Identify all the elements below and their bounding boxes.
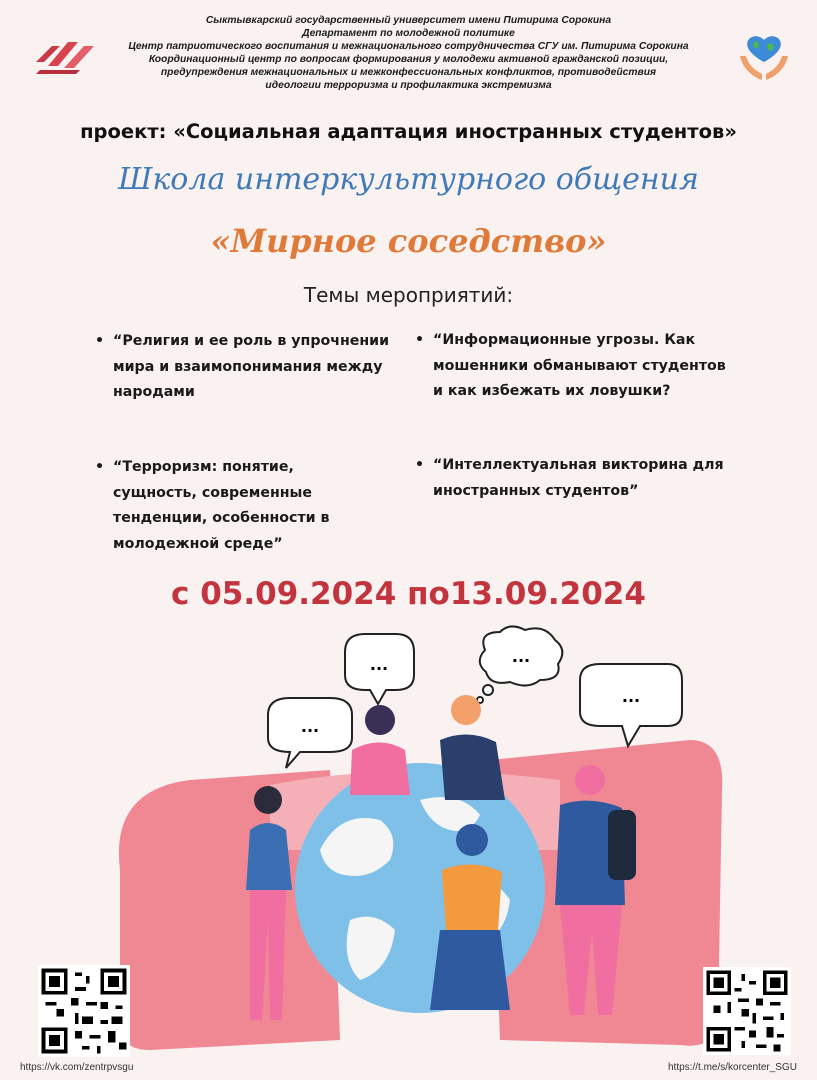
topic-line: “Информационные угрозы. Как [433, 332, 696, 348]
speech-bubble-icon [477, 626, 562, 703]
vk-link[interactable]: https://vk.com/zentrpvsgu [20, 1062, 134, 1073]
bullet-icon: • [415, 457, 425, 473]
topic-item [415, 328, 763, 405]
globe-icon [295, 763, 545, 1013]
topic-line: сущность, современные [113, 484, 313, 501]
university-logo-icon [34, 36, 98, 76]
header-line-coord-1: Координационный центр по вопросам формирования у молодежи активной гражданской позиции, [148, 54, 669, 66]
bullet-icon: • [95, 333, 105, 349]
speech-bubble-text: ... [300, 717, 320, 736]
topic-line: тенденции, особенности в [113, 510, 330, 526]
header-line-coord-2: предупреждения межнациональных и межконфессиональных конфликтов, противодействия [160, 67, 657, 79]
topic-item [95, 329, 403, 406]
person-orange-hair-boy [440, 695, 505, 800]
telegram-link[interactable]: https://t.me/s/korcenter_SGU [668, 1062, 797, 1073]
topic-item [415, 453, 763, 504]
topic-line: народами [113, 384, 195, 400]
header-line-center: Центр патриотического воспитания и межнационального сотрудничества СГУ им. Питирима Сорокина [128, 41, 689, 53]
topic-line: “Терроризм: понятие, [113, 459, 294, 475]
qr-code-icon[interactable] [38, 965, 130, 1057]
speech-bubble-icon [580, 664, 682, 746]
speech-bubble-text: ... [621, 687, 641, 706]
topics-heading: Темы мероприятий: [303, 283, 514, 307]
event-subtitle: «Мирное соседство» [210, 222, 607, 260]
topic-line: и как избежать их ловушки? [433, 383, 671, 399]
header-line-department: Департамент по молодежной политике [302, 28, 515, 40]
topic-line: мошенники обманывают студентов [433, 357, 726, 374]
person-pink-girl [350, 705, 410, 795]
speech-bubble-text: ... [369, 655, 389, 674]
header-block [110, 14, 707, 93]
bullet-icon: • [415, 332, 425, 348]
topic-item [95, 455, 373, 557]
speech-bubble-text: ... [511, 647, 531, 666]
speech-bubble-icon [345, 634, 414, 704]
qr-code-icon[interactable] [703, 967, 791, 1055]
event-dates: с 05.09.2024 по13.09.2024 [171, 576, 646, 612]
topic-line: “Интеллектуальная викторина для [433, 457, 724, 473]
header-line-university: Сыктывкарский государственный университет имени Питирима Сорокина [205, 15, 612, 26]
header-line-coord-3: идеологии терроризма и профилактика экстремизма [265, 80, 552, 92]
project-title: проект: «Социальная адаптация иностранных студентов» [80, 120, 737, 143]
topic-line: иностранных студентов” [433, 482, 639, 499]
globe-hands-icon [736, 32, 792, 84]
topic-line: мира и взаимопонимания между [113, 358, 383, 375]
topic-line: молодежной среде” [113, 535, 283, 552]
topic-line: “Религия и ее роль в упрочнении [113, 333, 390, 349]
speech-bubble-icon [268, 698, 352, 768]
bullet-icon: • [95, 459, 105, 475]
school-title: Школа интеркультурного общения [118, 162, 699, 197]
